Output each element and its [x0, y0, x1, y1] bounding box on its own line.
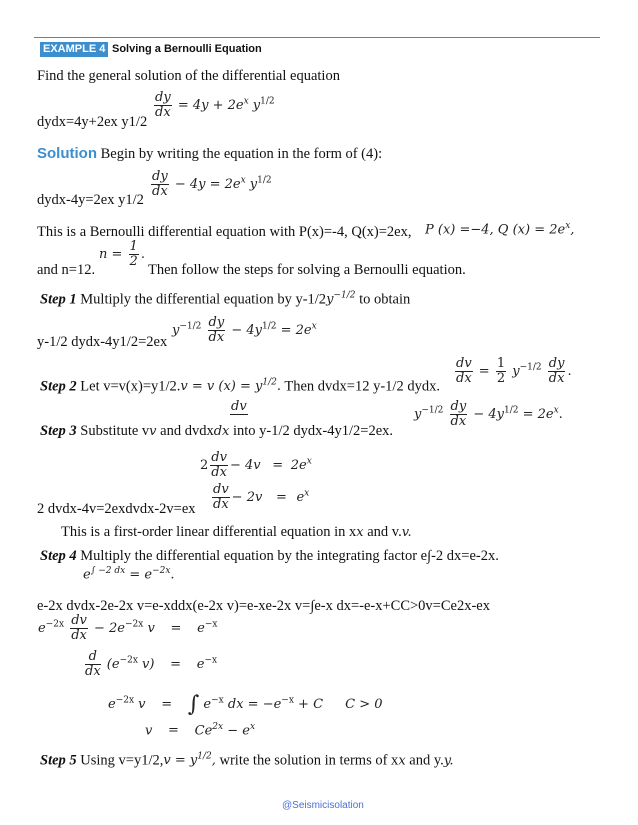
step3-system-row1: 2 $\frac{dv}{dx}$ − $4v = 2e^x$ [200, 450, 312, 480]
example-badge: EXAMPLE 4 [40, 42, 108, 57]
step5-math: $v = y^{1/2}$, [163, 752, 216, 769]
step5-text-a: Using v=y1/2, [80, 752, 164, 769]
step2-after: Then dvdx=12 y-1/2 dydx. [284, 378, 440, 395]
step1-line [40, 291, 410, 308]
step5-line [40, 752, 454, 769]
step2-math: v = v $(x) = y^{1/2}$. [180, 378, 281, 395]
step4-line [40, 548, 499, 565]
step1-math: $y^{-1/2}$ [326, 291, 356, 308]
solution-line [37, 145, 382, 163]
n-math: n = $\frac{1}{2}$ . [99, 239, 145, 269]
solution-label: Solution [37, 145, 97, 162]
step2-label: Step 2 [40, 378, 77, 395]
watermark: @Seismicisolation [282, 800, 364, 811]
eq2-text: dydx-4y=2ex y1/2 [37, 192, 144, 208]
step4-label: Step 4 [40, 548, 77, 564]
step3-text-c: into y-1/2 dydx-4y1/2=2ex. [233, 423, 394, 439]
step5-label: Step 5 [40, 752, 77, 769]
eq2-display: $\frac{dy}{dx}$ − $4y = 2e^x$ $y^{1/2}$ [152, 169, 272, 199]
step1-eq-text: y-1/2 dydx-4y1/2=2ex [37, 334, 168, 350]
step3-text-b: and dvdx [160, 423, 214, 439]
n-text: Then follow the steps for solving a Bernoulli equation. [148, 262, 466, 278]
bernoulli-text: This is a Bernoulli differential equation with P(x)=-4, Q(x)=2ex, [37, 224, 412, 240]
step3-math-dx: dx [213, 424, 230, 439]
step2-eq-display: $\frac{dv}{dx}$ = $\frac{1}{2}$ $y^{-1/2}$ $\frac{dy}{dx}$ . [456, 356, 572, 386]
chain-row4: $v = Ce^{2x} - e^x$ [145, 722, 256, 739]
intro-text: Find the general solution of the differential equation [37, 68, 340, 84]
step1-after: to obtain [359, 291, 411, 308]
eq1-fraction: $\frac{dy}{dx}$ [155, 90, 171, 120]
step3-label: Step 3 [40, 423, 77, 439]
example-title: Solving a Bernoulli Equation [112, 43, 262, 55]
header-rule [34, 37, 600, 38]
chain-row1: $e^{-2x}$ $\frac{dv}{dx}$ − $2e^{-2x}$ $v = e^{-x}$ [38, 613, 218, 643]
eq1-text: dydx=4y+2ex y1/2 [37, 114, 148, 130]
step3-math-v: v [149, 424, 157, 439]
step4-chain-text: e-2x dvdx-2e-2x v=e-xddx(e-2x v)=e-xe-2x v=∫e-x dx=-e-x+CC>0v=Ce2x-ex [37, 598, 490, 614]
linear-line [61, 524, 412, 541]
step1-text: Multiply the differential equation by y-1/2 [80, 291, 327, 308]
linear-math-x: x [356, 525, 364, 540]
step3-system-row2: $\frac{dv}{dx}$ − $2v = e^x$ [213, 482, 310, 512]
step4-text: Multiply the differential equation by the integrating factor e∫-2 dx=e-2x. [80, 548, 499, 564]
step2-text: Let v=v(x)=y1/2. [80, 378, 181, 395]
step3-eq-display: $y^{-1/2}$ $\frac{dy}{dx}$ − $4y^{1/2} = 2e^x$. [414, 399, 563, 429]
bernoulli-math: P (x) =−4, Q $(x) = 2e^x$, [425, 221, 575, 238]
solution-text: Begin by writing the equation in the form of (4): [100, 146, 383, 162]
chain-row2: $\frac{d}{dx}$ ($e^{-2x}$ $v) = e^{-x}$ [85, 649, 218, 679]
chain-row3: $e^{-2x}$ v = ∫ $e^{-x}$ dx = $-e^{-x} + C$ C > 0 [108, 692, 383, 717]
step3-dv-frac: dv [231, 399, 247, 414]
step5-math-y: y. [443, 753, 454, 769]
step3-line [40, 423, 393, 440]
step3-text-a: Substitute v [80, 423, 150, 439]
step1-eq-display: $y^{-1/2}$ $\frac{dy}{dx}$ − $4y^{1/2} = 2e^x$ [172, 315, 317, 345]
step5-text-c: and y. [409, 752, 444, 769]
step2-line [40, 378, 440, 395]
step5-math-x: x [398, 753, 406, 769]
eq1-display: $\frac{dy}{dx}$ = $4y + 2e^x$ $y^{1/2}$ [155, 90, 275, 120]
linear-text-a: This is a first-order linear differential equation in x [61, 524, 357, 540]
n-prefix: and n=12. [37, 262, 96, 278]
step3-system-text: 2 dvdx-4v=2exdvdx-2v=ex [37, 501, 196, 517]
linear-math-v: v. [401, 525, 412, 540]
step1-label: Step 1 [40, 291, 77, 308]
linear-text-b: and v. [367, 524, 402, 540]
step4-if-math: $e^{\int -2 dx} = e^{-2x}$. [83, 566, 175, 583]
step5-text-b: write the solution in terms of x [219, 752, 399, 769]
